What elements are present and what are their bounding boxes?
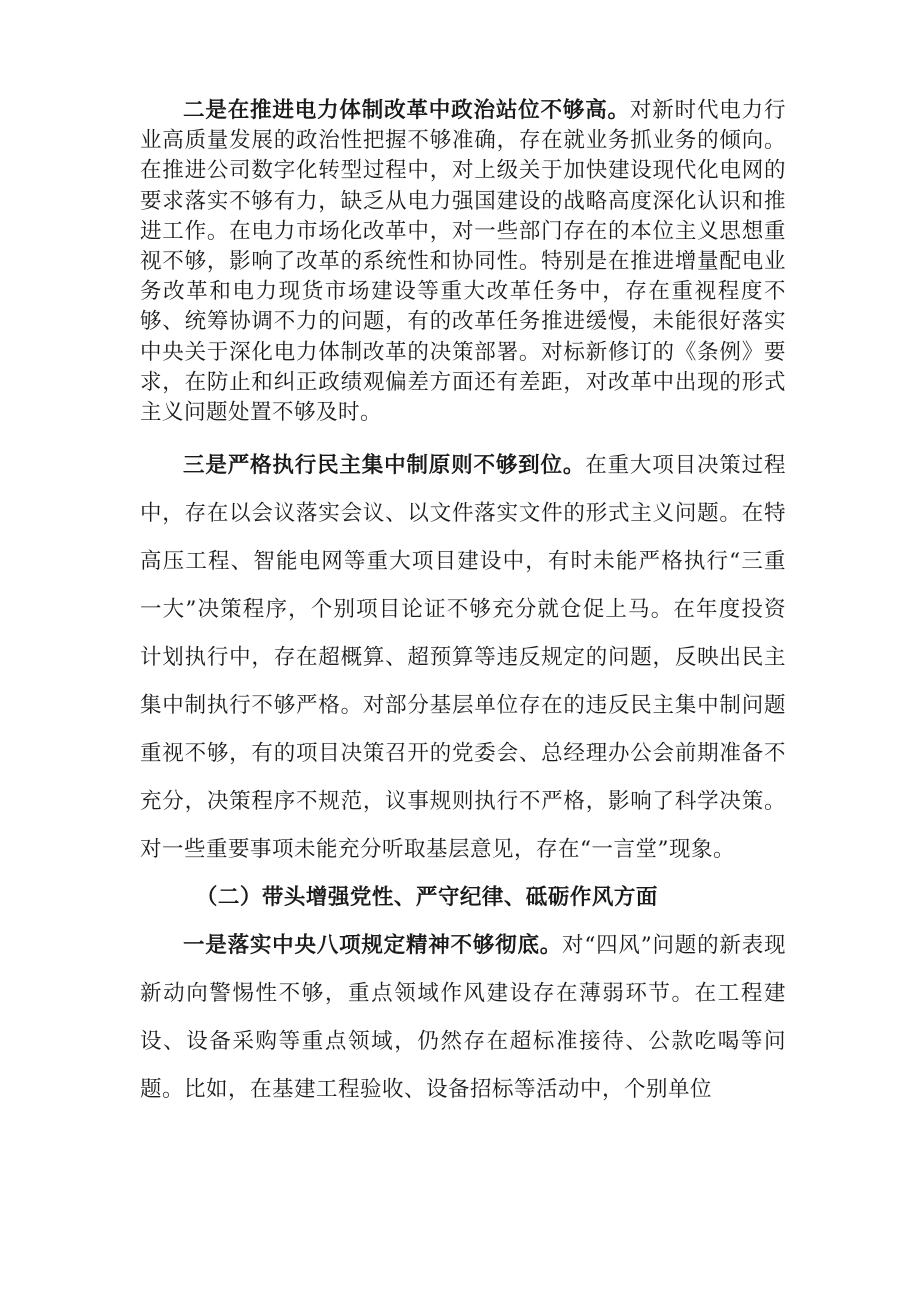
paragraph-body: 对“四风”问题的新表现新动向警惕性不够，重点领域作风建设存在薄弱环节。在工程建设、设备采购等重点领域，仍然存在超标准接待、公款吃喝等问题。比如，在基建工程验收、设备招标等活动中，个别单位 — [140, 933, 786, 1103]
paragraph-lead: 一是落实中央八项规定精神不够彻底。 — [183, 933, 563, 959]
paragraph-lead: 三是严格执行民主集中制原则不够到位。 — [183, 453, 586, 479]
paragraph-lead: 二是在推进电力体制改革中政治站位不够高。 — [183, 98, 630, 123]
paragraph-body: 对新时代电力行业高质量发展的政治性把握不够准确，存在就业务抓业务的倾向。在推进公司数字化转型过程中，对上级关于加快建设现代化电网的要求落实不够有力，缺乏从电力强国建设的战略高度深化认识和推进工作。在电力市场化改革中，对一些部门存在的本位主义思想重视不够，影响了改革的系统性和协同性。特别是在推进增量配电业务改革和电力现货市场建设等重大改革任务中，存在重视程度不够、统筹协调不力的问题，有的改革任务推进缓慢，未能很好落实中央关于深化电力体制改革的决策部署。对标新修订的《条例》要求，在防止和纠正政绩观偏差方面还有差距，对改革中出现的形式主义问题处置不够及时。 — [140, 98, 786, 426]
paragraph-democratic-centralism — [140, 442, 786, 874]
document-page — [140, 96, 786, 1114]
paragraph-body: 在重大项目决策过程中，存在以会议落实会议、以文件落实文件的形式主义问题。在特高压工程、智能电网等重大项目建设中，有时未能严格执行“三重一大”决策程序，个别项目论证不够充分就仓促上马。在年度投资计划执行中，存在超概算、超预算等违反规定的问题，反映出民主集中制执行不够严格。对部分基层单位存在的违反民主集中制问题重视不够，有的项目决策召开的党委会、总经理办公会前期准备不充分，决策程序不规范，议事规则执行不严格，影响了科学决策。对一些重要事项未能充分听取基层意见，存在“一言堂”现象。 — [140, 453, 786, 863]
section-heading: （二）带头增强党性、严守纪律、砥砺作风方面 — [195, 885, 658, 911]
paragraph-eight-rules — [140, 922, 786, 1114]
paragraph-political-stance — [140, 96, 786, 428]
